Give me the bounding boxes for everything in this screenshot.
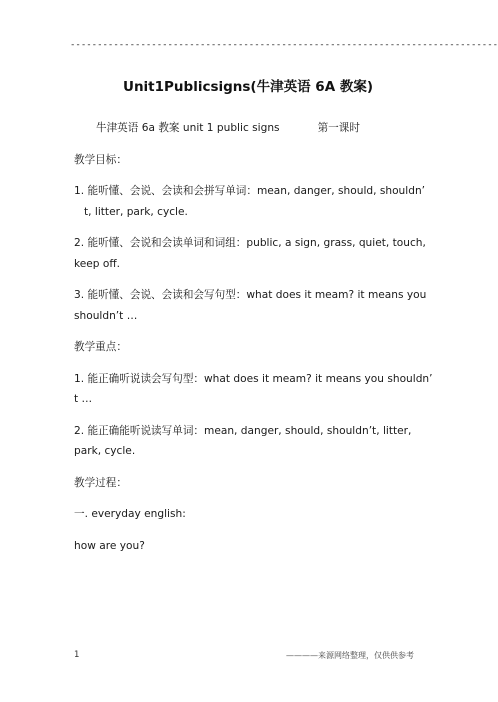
document-body (74, 118, 433, 556)
intro-line (74, 118, 430, 139)
goal-3-line-b: shouldn’t … (74, 309, 138, 322)
goal-2-line-a: 2. 能听懂、会说和会读单词和词组：public, a sign, grass, quiet, touch, (74, 237, 426, 249)
page-number: 1 (74, 650, 80, 660)
key-1-line-a: 1. 能正确听说读会写句型：what does it meam? it means you shouldn’ (74, 372, 433, 385)
footer-source-note: ————来源网络整理，仅供供参考 (286, 651, 414, 660)
key-2-line-a: 2. 能正确能听说读写单词：mean, danger, should, shouldn’t, litter, (74, 424, 412, 437)
intro-text: 牛津英语 6a 教案 unit 1 public signs (96, 122, 280, 134)
goal-2-line-b: keep off. (74, 257, 121, 270)
goals-heading: 教学目标： (74, 153, 127, 166)
header-dashed-rule: ------------------------------------------------------------------------------- (70, 40, 498, 50)
goal-1-line-a: 1. 能听懂、会说、会读和会拼写单词：mean, danger, should, shouldn’ (74, 185, 426, 197)
keypoints-heading: 教学重点： (74, 341, 127, 353)
key-1-line-b: t … (74, 393, 93, 405)
process-heading: 教学过程： (74, 476, 127, 489)
goal-3-line-a: 3. 能听懂、会说、会读和会写句型：what does it meam? it means you (74, 289, 427, 301)
key-2-line-b: park, cycle. (74, 445, 136, 457)
step-1-question: how are you? (74, 539, 145, 552)
document-title: Unit1Publicsigns(牛津英语 6A 教案) (122, 79, 374, 95)
goal-1-line-b: t, litter, park, cycle. (84, 205, 188, 218)
step-1-heading: 一. everyday english: (74, 508, 186, 520)
lesson-period: 第一课时 (317, 122, 360, 134)
